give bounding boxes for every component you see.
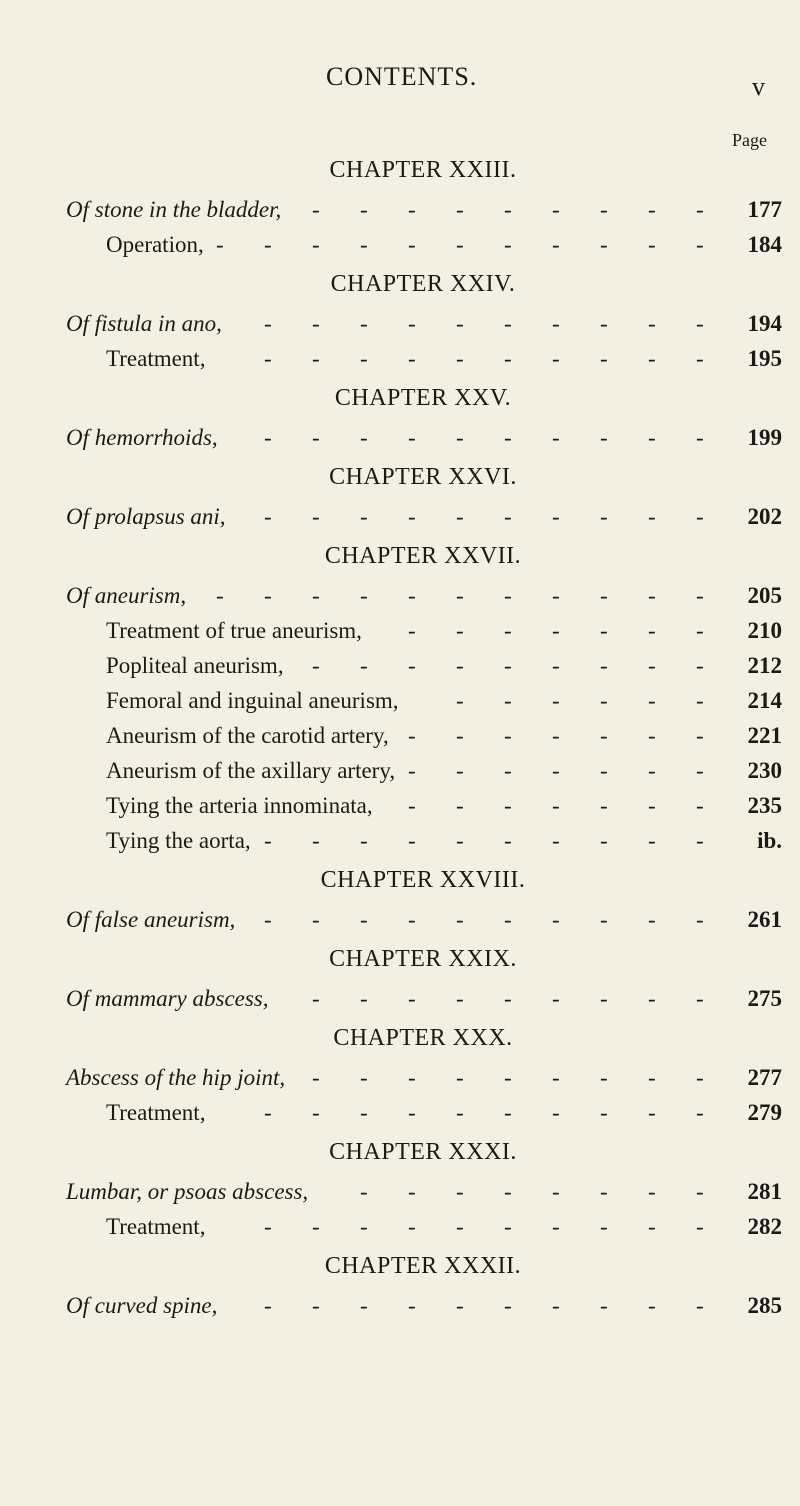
entry-page: 279 (747, 1100, 782, 1125)
toc-entry: Aneurism of the axillary artery, - - - - - - - 230 (0, 753, 800, 788)
toc-entry: Of prolapsus ani, - - - - - - - - - - 202 (0, 499, 800, 534)
entry-page: 235 (747, 793, 782, 818)
entry-page: 221 (747, 723, 782, 748)
chapter-heading: CHAPTER XXVIII. (320, 867, 526, 893)
entry-title: Of aneurism, (66, 583, 187, 608)
entry-page: 281 (747, 1179, 782, 1204)
entry-title: Treatment of true aneurism, (106, 618, 362, 643)
running-head (0, 62, 800, 102)
entry-title: Treatment, (106, 1100, 206, 1125)
entry-page: ib. (757, 828, 782, 853)
entry-page: 199 (747, 425, 782, 450)
chapter-heading: CHAPTER XXX. (333, 1025, 513, 1051)
entry-title: Aneurism of the carotid artery, (106, 723, 389, 748)
entry-page: 210 (747, 618, 782, 643)
entry-page: 212 (747, 653, 782, 678)
entry-title: Of prolapsus ani, (66, 504, 226, 529)
entry-title: Of fistula in ano, (66, 311, 222, 336)
entry-title: Lumbar, or psoas abscess, (66, 1179, 309, 1204)
toc-entry: Of aneurism, - - - - - - - - - - - 205 (0, 578, 800, 613)
chapter-heading: CHAPTER XXXI. (329, 1139, 517, 1165)
entry-title: Aneurism of the axillary artery, (106, 758, 396, 783)
entry-page: 205 (747, 583, 782, 608)
chapter-heading: CHAPTER XXIX. (329, 946, 517, 972)
chapter-heading: CHAPTER XXXII. (324, 1253, 522, 1279)
entry-title: Treatment, (106, 346, 206, 371)
chapter-heading: CHAPTER XXIV. (330, 271, 516, 297)
toc-entry: Popliteal aneurism, - - - - - - - - - 212 (0, 648, 800, 683)
running-title: CONTENTS. (326, 62, 478, 91)
toc-entry: Femoral and inguinal aneurism, - - - - - - 214 (0, 683, 800, 718)
entry-title: Abscess of the hip joint, (66, 1065, 286, 1090)
chapter-heading: CHAPTER XXVII. (324, 543, 522, 569)
entry-page: 177 (747, 197, 782, 222)
entry-page: 282 (747, 1214, 782, 1239)
entry-page: 230 (747, 758, 782, 783)
entry-title: Of stone in the bladder, (66, 197, 282, 222)
entry-title: Treatment, (106, 1214, 206, 1239)
entry-page: 261 (747, 907, 782, 932)
toc-entry: Of fistula in ano, - - - - - - - - - - 194 (0, 306, 800, 341)
chapter-heading: CHAPTER XXVI. (329, 464, 517, 490)
entry-title: Of curved spine, (66, 1293, 218, 1318)
entry-page: 275 (747, 986, 782, 1011)
toc-entry: Of curved spine, - - - - - - - - - - 285 (0, 1288, 800, 1323)
entry-title: Of false aneurism, (66, 907, 236, 932)
entry-page: 184 (747, 232, 782, 257)
toc-entry: Abscess of the hip joint, - - - - - - - - - 277 (0, 1060, 800, 1095)
entry-page: 285 (747, 1293, 782, 1318)
entry-page: 277 (747, 1065, 782, 1090)
entry-page: 194 (747, 311, 782, 336)
chapter-heading: CHAPTER XXIII. (329, 157, 517, 183)
entry-title: Tying the arteria innominata, (106, 793, 373, 818)
table-of-contents (0, 148, 800, 1323)
entry-page: 214 (747, 688, 782, 713)
toc-entry: Of hemorrhoids, - - - - - - - - - - 199 (0, 420, 800, 455)
entry-title: Of mammary abscess, (66, 986, 269, 1011)
toc-entry: Treatment of true aneurism, - - - - - - - 210 (0, 613, 800, 648)
entry-title: Operation, (106, 232, 204, 257)
toc-entry: Treatment, - - - - - - - - - - 279 (0, 1095, 800, 1130)
toc-entry: Of false aneurism, - - - - - - - - - - 261 (0, 902, 800, 937)
chapter-heading: CHAPTER XXV. (334, 385, 512, 411)
toc-entry: Treatment, - - - - - - - - - - 195 (0, 341, 800, 376)
entry-title: Tying the aorta, (106, 828, 251, 853)
toc-entry: Treatment, - - - - - - - - - - 282 (0, 1209, 800, 1244)
entry-page: 195 (747, 346, 782, 371)
page-number: v (752, 72, 765, 101)
toc-entry: Of stone in the bladder, - - - - - - - - - 177 (0, 192, 800, 227)
page-column-label: Page (732, 130, 767, 150)
toc-entry: Tying the arteria innominata, - - - - - - - 235 (0, 788, 800, 823)
toc-entry: Of mammary abscess, - - - - - - - - - 275 (0, 981, 800, 1016)
toc-entry: Operation, - - - - - - - - - - - 184 (0, 227, 800, 262)
entry-page: 202 (747, 504, 782, 529)
entry-title: Femoral and inguinal aneurism, (106, 688, 399, 713)
entry-title: Popliteal aneurism, (106, 653, 284, 678)
toc-entry: Lumbar, or psoas abscess, - - - - - - - - 281 (0, 1174, 800, 1209)
entry-title: Of hemorrhoids, (66, 425, 218, 450)
toc-entry: Aneurism of the carotid artery, - - - - - - - 221 (0, 718, 800, 753)
toc-entry: Tying the aorta, - - - - - - - - - - ib. (0, 823, 800, 858)
